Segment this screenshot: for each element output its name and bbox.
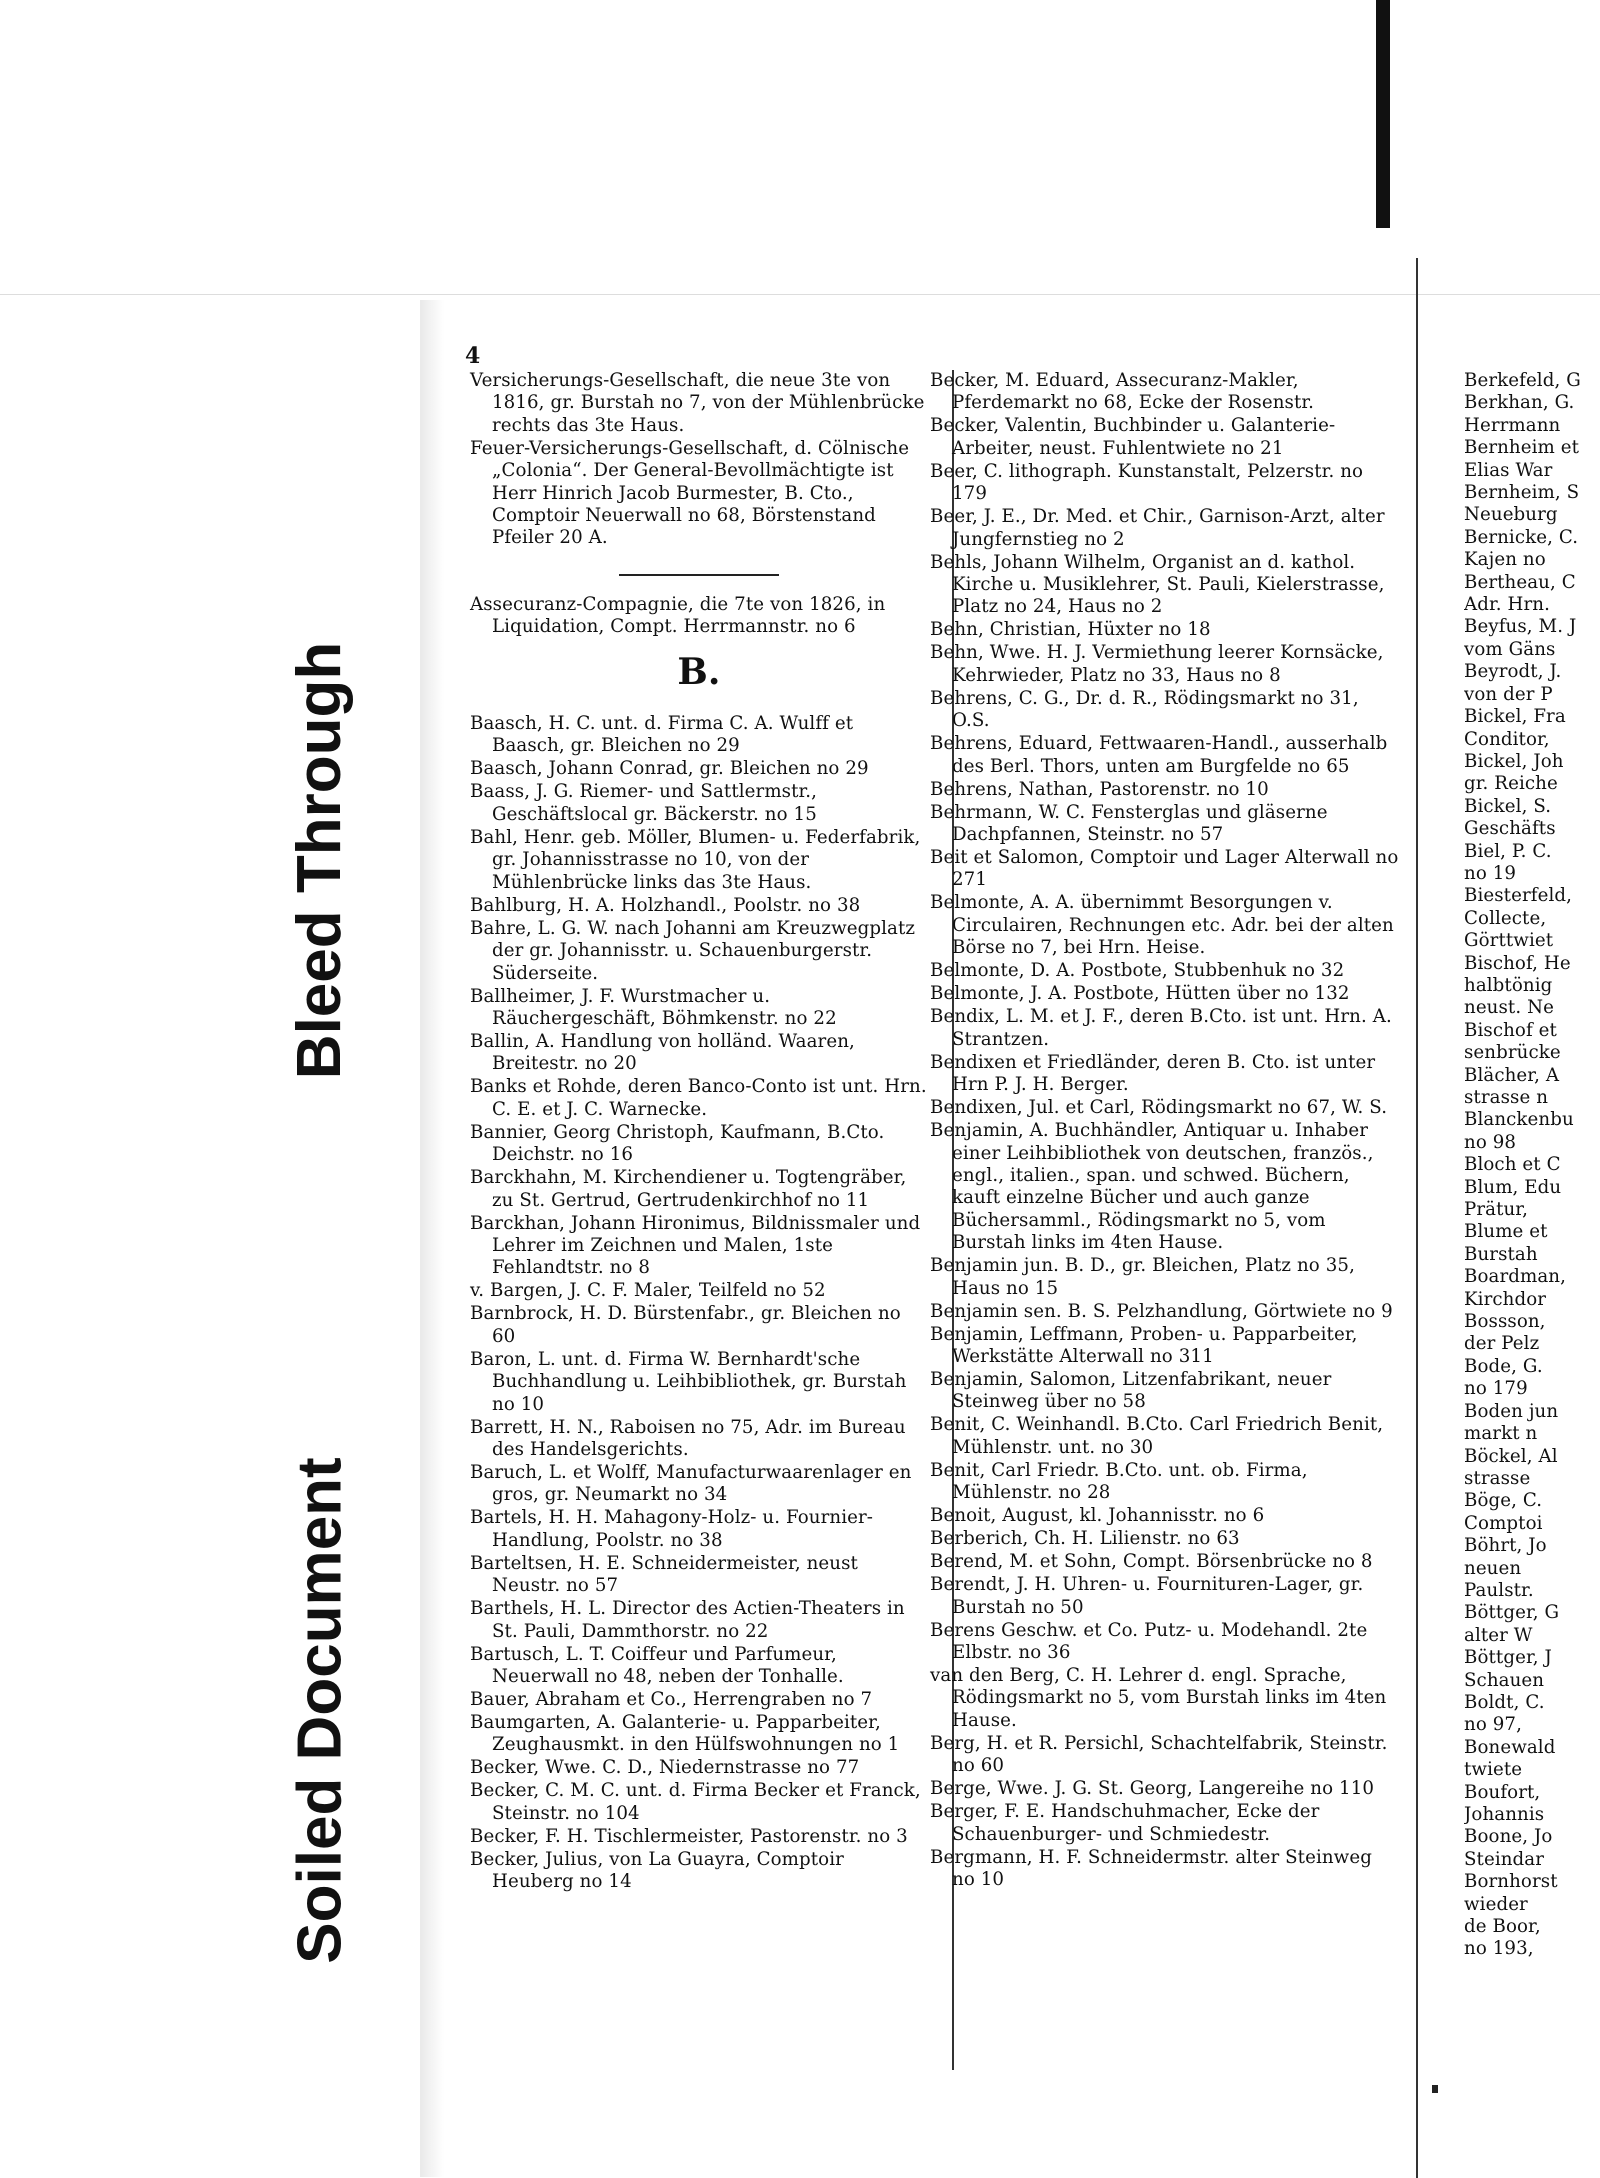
directory-entry: Bendixen et Friedländer, deren B. Cto. ist unter Hrn P. J. H. Berger. [930,1051,1376,1096]
directory-line-fragment: Boardman, [1464,1266,1566,1288]
directory-line-fragment: Bernheim, S [1464,482,1580,504]
directory-entry: Baron, L. unt. d. Firma W. Bernhardt'sche Buchhandlung u. Leihbibliothek, gr. Burstah no 10 [470,1348,907,1415]
directory-entry: Versicherungs-Gesellschaft, die neue 3te von 1816, gr. Burstah no 7, von der Mühlenbrücke rechts das 3te Haus. [470,370,925,436]
directory-line-fragment: Böckel, Al [1464,1445,1558,1467]
bleed-through-label: Bleed Through [285,641,355,1079]
directory-entry: Assecuranz-Compagnie, die 7te von 1826, in Liquidation, Compt. Herrmannstr. no 6 [470,593,886,638]
directory-line-fragment: Biesterfeld, [1464,885,1572,907]
directory-line-fragment: neust. Ne [1464,997,1554,1019]
directory-entry: Baruch, L. et Wolff, Manufacturwaarenlager en gros, gr. Neumarkt no 34 [470,1461,912,1506]
directory-entry: Becker, Wwe. C. D., Niedernstrasse no 77 [470,1757,860,1779]
directory-entry: Benjamin jun. B. D., gr. Bleichen, Platz no 35, Haus no 15 [930,1255,1355,1299]
directory-entry: Berg, H. et R. Persichl, Schachtelfabrik, Steinstr. no 60 [930,1732,1388,1777]
directory-entry: Behls, Johann Wilhelm, Organist an d. kathol. Kirche u. Musiklehrer, St. Pauli, Kielerstrasse, Platz no 24, Haus no 2 [930,551,1385,618]
directory-entry: Becker, M. Eduard, Assecuranz-Makler, Pferdemarkt no 68, Ecke der Rosenstr. [930,370,1315,414]
directory-line-fragment: Bischof et [1464,1019,1557,1041]
directory-entry: Berend, M. et Sohn, Compt. Börsenbrücke no 8 [930,1551,1373,1573]
directory-entry: Bartusch, L. T. Coiffeur und Parfumeur, Neuerwall no 48, neben der Tonhalle. [470,1643,844,1687]
page-edge-line [1416,258,1418,2178]
directory-line-fragment: Boldt, C. [1464,1691,1545,1713]
directory-line-fragment: de Boor, [1464,1916,1541,1938]
directory-entry: Bauer, Abraham et Co., Herrengraben no 7 [470,1689,873,1710]
directory-line-fragment: no 19 [1464,862,1517,884]
directory-line-fragment: Bickel, S. [1464,795,1552,817]
directory-entry: Bendixen, Jul. et Carl, Rödingsmarkt no 67, W. S. [930,1097,1388,1119]
directory-line-fragment: Comptoi [1464,1512,1543,1534]
directory-line-fragment: Herrmann [1464,414,1561,436]
directory-line-fragment: Beyfus, M. J [1464,616,1577,638]
directory-line-fragment: Adr. Hrn. [1464,594,1550,616]
directory-entry: Berger, F. E. Handschuhmacher, Ecke der Schauenburger- und Schmiedestr. [930,1801,1320,1845]
directory-line-fragment: Bernicke, C. [1464,526,1579,548]
directory-line-fragment: no 97, [1464,1714,1522,1736]
directory-line-fragment: Boden jun [1464,1400,1559,1422]
directory-line-fragment: markt n [1464,1423,1538,1445]
directory-line-fragment: Schauen [1464,1669,1545,1691]
directory-entry: Benit, C. Weinhandl. B.Cto. Carl Friedrich Benit, Mühlenstr. unt. no 30 [930,1414,1384,1458]
directory-line-fragment: Bornhorst [1464,1871,1558,1893]
directory-entry: Becker, F. H. Tischlermeister, Pastorenstr. no 3 [470,1825,908,1847]
column-3-cropped [1464,370,1600,1961]
directory-entry: Belmonte, J. A. Postbote, Hütten über no 132 [930,983,1350,1005]
directory-line-fragment: neuen [1464,1557,1522,1579]
directory-entry: Benjamin, Salomon, Litzenfabrikant, neuer Steinweg über no 58 [930,1368,1332,1413]
directory-entry: Behrmann, W. C. Fensterglas und gläserne Dachpfannen, Steinstr. no 57 [930,801,1328,846]
directory-entry: Benjamin sen. B. S. Pelzhandlung, Görtwiete no 9 [930,1300,1393,1322]
directory-line-fragment: no 179 [1464,1378,1528,1400]
directory-entry: Benjamin, Leffmann, Proben- u. Papparbeiter, Werkstätte Alterwall no 311 [930,1323,1358,1367]
directory-line-fragment: Böttger, J [1464,1647,1552,1669]
directory-line-fragment: strasse [1464,1467,1531,1489]
directory-entry: Barteltsen, H. E. Schneidermeister, neust Neustr. no 57 [470,1552,858,1597]
directory-line-fragment: Neueburg [1464,504,1558,526]
directory-entry: Benoit, August, kl. Johannisstr. no 6 [930,1505,1265,1527]
directory-entry: Berberich, Ch. H. Lilienstr. no 63 [930,1528,1240,1550]
column-2 [930,370,1400,1892]
directory-entry: Ballheimer, J. F. Wurstmacher u. Räuchergeschäft, Böhmkenstr. no 22 [470,985,837,1029]
directory-line-fragment: Boufort, [1464,1781,1541,1803]
directory-entry: Bannier, Georg Christoph, Kaufmann, B.Cto. Deichstr. no 16 [470,1121,885,1166]
directory-entry: Belmonte, D. A. Postbote, Stubbenhuk no 32 [930,960,1345,982]
directory-line-fragment: halbtönig [1464,974,1553,996]
directory-entry: Behn, Wwe. H. J. Vermiethung leerer Kornsäcke, Kehrwieder, Platz no 33, Haus no 8 [930,642,1384,686]
directory-line-fragment: Berkhan, G. [1464,392,1575,414]
directory-line-fragment: Kajen no [1464,549,1546,571]
directory-line-fragment: der Pelz [1464,1333,1540,1355]
directory-entry: Benjamin, A. Buchhändler, Antiquar u. Inhaber einer Leihbibliothek von deutschen, französ., engl., italien., span. und schwed. Büchern, kauft einzelne Bücher und auch ganze Büchersamml., Rödingsmarkt no 5, vom Burstah links im 4ten Hause. [930,1120,1374,1254]
directory-line-fragment: Bickel, Joh [1464,750,1564,772]
directory-line-fragment: Bischof, He [1464,952,1571,974]
directory-line-fragment: Collecte, [1464,907,1547,929]
directory-entry: Bergmann, H. F. Schneidermstr. alter Steinweg no 10 [930,1846,1372,1890]
directory-entry: Banks et Rohde, deren Banco-Conto ist unt. Hrn. C. E. et J. C. Warnecke. [470,1076,927,1120]
directory-entry: v. Bargen, J. C. F. Maler, Teilfeld no 52 [470,1280,826,1302]
directory-entry: Feuer-Versicherungs-Gesellschaft, d. Cölnische „Colonia“. Der General-Bevollmächtigte ist Herr Hinrich Jacob Burmester, B. Cto., Comptoir Neuerwall no 68, Börstenstand Pfeiler 20 A. [470,437,910,549]
directory-line-fragment: Bossson, [1464,1311,1546,1333]
directory-entry: Benit, Carl Friedr. B.Cto. unt. ob. Firma, Mühlenstr. no 28 [930,1459,1308,1504]
directory-entry: Berge, Wwe. J. G. St. Georg, Langereihe no 110 [930,1778,1375,1800]
directory-entry: Bartels, H. H. Mahagony-Holz- u. Fournier-Handlung, Poolstr. no 38 [470,1507,874,1551]
directory-line-fragment: senbrücke [1464,1042,1561,1064]
scan-edge [0,294,1600,295]
bleed-through-stamp [270,580,370,1140]
directory-entry: Barthels, H. L. Director des Actien-Theaters in St. Pauli, Dammthorstr. no 22 [470,1598,905,1642]
margin-mark [1432,2085,1438,2093]
directory-entry: Becker, C. M. C. unt. d. Firma Becker et Franck, Steinstr. no 104 [470,1780,921,1824]
directory-line-fragment: von der P [1464,683,1553,705]
column-1 [470,370,928,1894]
directory-entry: Baasch, H. C. unt. d. Firma C. A. Wulff et Baasch, gr. Bleichen no 29 [470,713,854,757]
directory-line-fragment: Boone, Jo [1464,1826,1553,1848]
soiled-document-stamp [270,1400,370,2020]
directory-line-fragment: Elias War [1464,459,1553,481]
directory-entry: Beer, J. E., Dr. Med. et Chir., Garnison-Arzt, alter Jungfernstieg no 2 [930,506,1385,550]
directory-line-fragment: alter W [1464,1624,1533,1646]
directory-line-fragment: Biel, P. C. [1464,840,1552,862]
directory-line-fragment: Geschäfts [1464,818,1556,840]
directory-entry: Baasch, Johann Conrad, gr. Bleichen no 29 [470,758,869,780]
directory-entry: Belmonte, A. A. übernimmt Besorgungen v. Circulairen, Rechnungen etc. Adr. bei der alten Börse no 7, bei Hrn. Heise. [930,892,1394,959]
directory-entry: Becker, Julius, von La Guayra, Comptoir Heuberg no 14 [470,1848,844,1893]
directory-line-fragment: Blume et [1464,1221,1548,1243]
directory-entry: Barckhan, Johann Hironimus, Bildnissmaler und Lehrer im Zeichnen und Malen, 1ste Fehlandtstr. no 8 [470,1212,921,1279]
directory-entry: Beer, C. lithograph. Kunstanstalt, Pelzerstr. no 179 [930,460,1364,505]
directory-entry: Becker, Valentin, Buchbinder u. Galanterie-Arbeiter, neust. Fuhlentwiete no 21 [930,415,1336,459]
directory-line-fragment: Steindar [1464,1848,1545,1870]
directory-entry: Bahre, L. G. W. nach Johanni am Kreuzwegplatz der gr. Johannisstr. u. Schauenburgerstr. Süderseite. [470,917,916,984]
directory-entry: Bendix, L. M. et J. F., deren B.Cto. ist unt. Hrn. A. Strantzen. [930,1006,1392,1050]
directory-entry: Barnbrock, H. D. Bürstenfabr., gr. Bleichen no 60 [470,1303,901,1347]
directory-entry: Barrett, H. N., Raboisen no 75, Adr. im Bureau des Handelsgerichts. [470,1416,906,1460]
directory-line-fragment: Burstah [1464,1243,1538,1265]
section-heading-b: B. [677,650,721,693]
directory-line-fragment: Bode, G. [1464,1355,1543,1377]
directory-line-fragment: Prätur, [1464,1199,1528,1221]
directory-entry: Behn, Christian, Hüxter no 18 [930,619,1211,641]
directory-entry: Baass, J. G. Riemer- und Sattlermstr., Geschäftslocal gr. Bäckerstr. no 15 [470,781,818,825]
directory-line-fragment: gr. Reiche [1464,773,1558,795]
directory-line-fragment: Bertheau, C [1464,571,1576,593]
directory-line-fragment: no 193, [1464,1938,1534,1960]
directory-line-fragment: Böhrt, Jo [1464,1535,1547,1557]
directory-line-fragment: Berkefeld, G [1464,370,1581,391]
section-rule [619,574,779,576]
directory-line-fragment: twiete [1464,1759,1523,1781]
directory-line-fragment: Bickel, Fra [1464,706,1566,728]
directory-entry: van den Berg, C. H. Lehrer d. engl. Sprache, Rödingsmarkt no 5, vom Burstah links im 4ten Hause. [930,1664,1387,1731]
directory-entry: Berendt, J. H. Uhren- u. Fournituren-Lager, gr. Burstah no 50 [930,1574,1364,1618]
directory-entry: Bahlburg, H. A. Holzhandl., Poolstr. no 38 [470,894,861,916]
directory-entry: Bahl, Henr. geb. Möller, Blumen- u. Federfabrik, gr. Johannisstrasse no 10, von der Mühlenbrücke links das 3te Haus. [470,826,921,893]
directory-line-fragment: Bonewald [1464,1736,1556,1758]
directory-entry: Beit et Salomon, Comptoir und Lager Alterwall no 271 [930,847,1399,891]
directory-line-fragment: Beyrodt, J. [1464,661,1562,683]
directory-line-fragment: vom Gäns [1464,638,1556,660]
directory-line-fragment: Conditor, [1464,728,1550,750]
directory-line-fragment: Blum, Edu [1464,1176,1562,1198]
directory-line-fragment: Görttwiet [1464,930,1554,952]
soiled-document-label: Soiled Document [285,1456,355,1964]
directory-entry: Berens Geschw. et Co. Putz- u. Modehandl. 2te Elbstr. no 36 [930,1619,1368,1663]
directory-entry: Ballin, A. Handlung von holländ. Waaren, Breitestr. no 20 [470,1030,855,1075]
directory-line-fragment: Blächer, A [1464,1064,1560,1086]
directory-line-fragment: Blanckenbu [1464,1109,1574,1131]
directory-line-fragment: strasse n [1464,1087,1549,1108]
directory-line-fragment: Bernheim et [1464,437,1580,459]
directory-line-fragment: Böge, C. [1464,1490,1543,1512]
directory-line-fragment: wieder [1464,1893,1528,1915]
directory-entry: Behrens, Eduard, Fettwaaren-Handl., ausserhalb des Berl. Thors, unten am Burgfelde no 65 [930,733,1388,777]
black-border-bar [1376,0,1390,228]
page-number: 4 [465,343,481,369]
directory-entry: Behrens, Nathan, Pastorenstr. no 10 [930,778,1269,800]
directory-line-fragment: no 98 [1464,1131,1517,1153]
directory-line-fragment: Bloch et C [1464,1154,1561,1176]
directory-line-fragment: Johannis [1464,1804,1545,1825]
directory-line-fragment: Paulstr. [1464,1579,1534,1601]
directory-line-fragment: Kirchdor [1464,1288,1547,1310]
gutter-shadow [420,300,444,2177]
directory-entry: Barckhahn, M. Kirchendiener u. Togtengräber, zu St. Gertrud, Gertrudenkirchhof no 11 [470,1167,907,1211]
directory-entry: Baumgarten, A. Galanterie- u. Papparbeiter, Zeughausmkt. in den Hülfswohnungen no 1 [470,1712,900,1756]
directory-line-fragment: Böttger, G [1464,1602,1560,1624]
directory-entry: Behrens, C. G., Dr. d. R., Rödingsmarkt no 31, O.S. [930,687,1359,732]
